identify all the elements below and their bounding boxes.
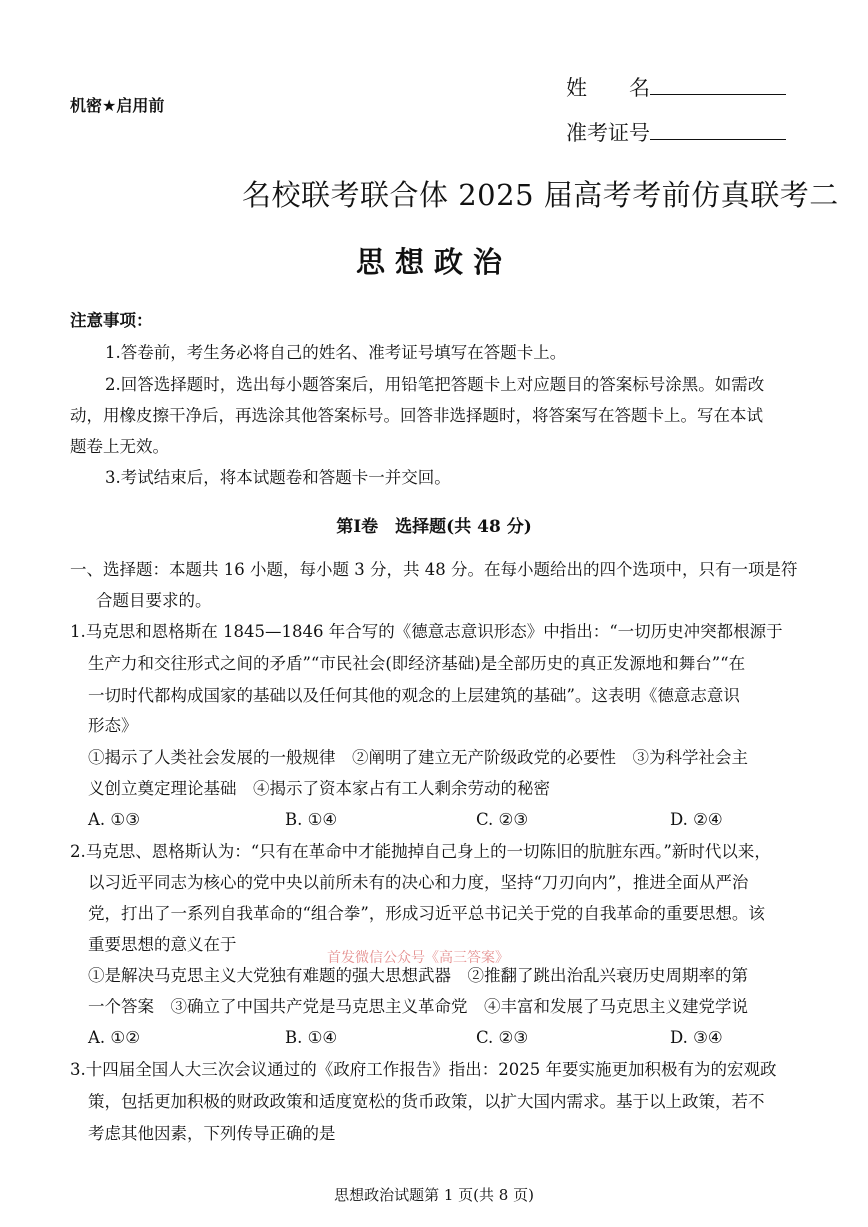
exam-id-label: 准考证号 (566, 121, 650, 145)
notice-line: 动，用橡皮擦干净后，再选涂其他答案标号。回答非选择题时，将答案写在答题卡上。写在本试 (70, 406, 763, 425)
question-1-stem: 一切时代都构成国家的基础以及任何其他的观念的上层建筑的基础”。这表明《德意志意识 (88, 686, 740, 705)
question-3-stem: 考虑其他因素，下列传导正确的是 (88, 1124, 336, 1143)
name-blank-line (650, 76, 786, 95)
question-1-option-b: B. ①④ (285, 810, 338, 829)
question-2-option-a: A. ①② (88, 1028, 140, 1047)
question-2-stem: 党，打出了一系列自我革命的“组合拳”，形成习近平总书记关于党的自我革命的重要思想。该 (88, 904, 765, 923)
notice-line: 题卷上无效。 (70, 437, 169, 456)
question-1-stem: 1.马克思和恩格斯在 1845—1846 年合写的《德意志意识形态》中指出：“一切历史冲突都根源于 (70, 622, 783, 641)
exam-id-blank-line (650, 121, 786, 140)
question-3-stem: 3.十四届全国人大三次会议通过的《政府工作报告》指出：2025 年要实施更加积极有为的宏观政 (70, 1060, 777, 1079)
question-1-option-a: A. ①③ (88, 810, 140, 829)
question-1-option-c: C. ②③ (476, 810, 529, 829)
question-3-stem: 策，包括更加积极的财政政策和适度宽松的货币政策，以扩大国内需求。基于以上政策，若不 (88, 1092, 765, 1111)
question-2-stem: 以习近平同志为核心的党中央以前所未有的决心和力度，坚持“刀刃向内”，推进全面从严治 (88, 873, 749, 892)
name-field (566, 72, 786, 102)
exam-title: 名校联考联合体 2025 届高考考前仿真联考二 (242, 178, 839, 212)
part-intro-line: 合题目要求的。 (96, 591, 212, 610)
notice-line: 1.答卷前，考生务必将自己的姓名、准考证号填写在答题卡上。 (105, 343, 567, 362)
exam-id-field (566, 117, 786, 147)
notice-line: 3.考试结束后，将本试题卷和答题卡一并交回。 (105, 468, 451, 487)
question-1-option-d: D. ②④ (670, 810, 723, 829)
name-label: 姓 名 (566, 76, 650, 100)
watermark: 首发微信公众号《高三答案》 (327, 950, 509, 966)
notice-title: 注意事项： (70, 311, 153, 330)
question-2-stem: 2.马克思、恩格斯认为：“只有在革命中才能抛掉自己身上的一切陈旧的肮脏东西。”新时代以来， (70, 842, 771, 861)
question-2-option-b: B. ①④ (285, 1028, 338, 1047)
confidential-label: 机密★启用前 (70, 96, 165, 115)
question-1-statement: ①揭示了人类社会发展的一般规律 ②阐明了建立无产阶级政党的必要性 ③为科学社会主 (88, 748, 748, 767)
question-1-stem: 形态》 (88, 716, 138, 735)
question-2-option-d: D. ③④ (670, 1028, 723, 1047)
subject-title: 思想政治 (355, 245, 512, 279)
section-title: 第Ⅰ卷 选择题(共 48 分) (336, 517, 532, 537)
question-1-statement: 义创立奠定理论基础 ④揭示了资本家占有工人剩余劳动的秘密 (88, 779, 550, 798)
question-2-option-c: C. ②③ (476, 1028, 529, 1047)
question-2-statement: ①是解决马克思主义大党独有难题的强大思想武器 ②推翻了跳出治乱兴衰历史周期率的第 (88, 966, 748, 985)
page-footer: 思想政治试题第 1 页(共 8 页) (334, 1186, 534, 1204)
question-2-stem: 重要思想的意义在于 (88, 935, 237, 954)
part-intro-line: 一、选择题：本题共 16 小题，每小题 3 分，共 48 分。在每小题给出的四个选项中，只有一项是符 (70, 560, 798, 579)
question-1-stem: 生产力和交往形式之间的矛盾”“市民社会(即经济基础)是全部历史的真正发源地和舞台”“在 (88, 654, 746, 673)
question-2-statement: 一个答案 ③确立了中国共产党是马克思主义革命党 ④丰富和发展了马克思主义建党学说 (88, 997, 748, 1016)
notice-line: 2.回答选择题时，选出每小题答案后，用铅笔把答题卡上对应题目的答案标号涂黑。如需改 (105, 375, 765, 394)
